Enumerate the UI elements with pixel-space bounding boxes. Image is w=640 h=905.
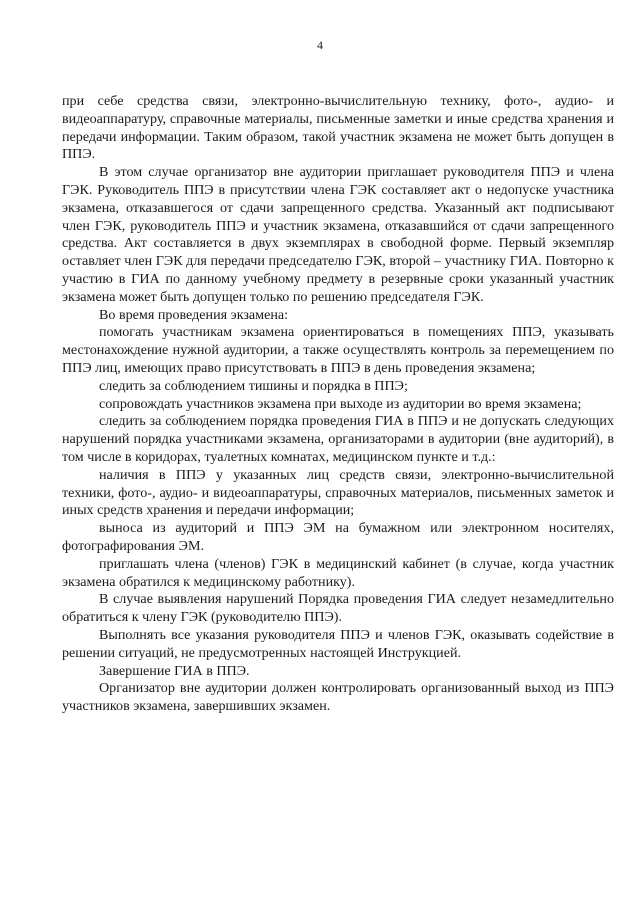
paragraph-accompany-participants: сопровождать участников экзамена при выходе из аудитории во время экзамена;: [99, 395, 582, 412]
paragraph-prohibited-devices: наличия в ППЭ у указанных лиц средств связи, электронно-вычислительной техники, фото-, аудио- и видеоаппаратуры, справочных материалов, письменных заметок и иных средств хранения и передачи информации;: [62, 466, 614, 519]
paragraph-completion-heading: Завершение ГИА в ППЭ.: [99, 662, 250, 679]
paragraph-help-orientation: помогать участникам экзамена ориентироваться в помещениях ППЭ, указывать местонахождение нужной аудитории, а также осуществлять контроль за перемещением по ППЭ лиц, имеющих право присутствовать в ППЭ в день проведения экзамена;: [62, 324, 614, 376]
page-number: 4: [317, 38, 323, 52]
paragraph-continuation: при себе средства связи, электронно-вычислительную технику, фото-, аудио- и видеоаппаратуру, справочные материалы, письменные заметки и иные средства хранения и передачи информации. Таким образом, такой участник экзамена не может быть допущен в ППЭ.: [62, 93, 614, 163]
paragraph-silence-order: следить за соблюдением тишины и порядка в ППЭ;: [99, 377, 408, 394]
paragraph-follow-instructions: Выполнять все указания руководителя ППЭ и членов ГЭК, оказывать содействие в решении ситуаций, не предусмотренных настоящей Инструкцией.: [62, 626, 614, 661]
paragraph-removal-materials: выноса из аудиторий и ППЭ ЭМ на бумажном или электронном носителях, фотографирования ЭМ.: [62, 520, 614, 554]
paragraph-medical-office: приглашать члена (членов) ГЭК в медицинский кабинет (в случае, когда участник экзамена обратился к медицинскому работнику).: [62, 555, 614, 590]
paragraph-refusal-act: В этом случае организатор вне аудитории приглашает руководителя ППЭ и члена ГЭК. Руководитель ППЭ в присутствии члена ГЭК составляет акт о недопуске участника экзамена, отказавшегося от сдачи запрещенного средства. Указанный акт подписывают член ГЭК, руководитель ППЭ и участник экзамена, отказавшийся от сдачи запрещенного средства. Акт составляется в двух экземплярах в свободной форме. Первый экземпляр оставляет член ГЭК для передачи председателю ГЭК, второй – участнику ГИА. Повторно к участию в ГИА по данному учебному предмету в резервные сроки указанный участник экзамена может быть допущен только по решению председателя ГЭК.: [62, 164, 614, 305]
paragraph-monitor-violations: следить за соблюдением порядка проведения ГИА в ППЭ и не допускать следующих нарушений порядка участниками экзамена, организаторами в аудитории (вне аудиторий), в том числе в коридорах, туалетных комнатах, медицинском пункте и т.д.:: [62, 413, 614, 465]
paragraph-report-violations: В случае выявления нарушений Порядка проведения ГИА следует незамедлительно обратиться к члену ГЭК (руководителю ППЭ).: [62, 591, 614, 626]
paragraph-during-exam-heading: Во время проведения экзамена:: [99, 306, 289, 323]
paragraph-organized-exit: Организатор вне аудитории должен контролировать организованный выход из ППЭ участников экзамена, завершивших экзамен.: [62, 680, 614, 715]
document-body: [62, 93, 614, 716]
